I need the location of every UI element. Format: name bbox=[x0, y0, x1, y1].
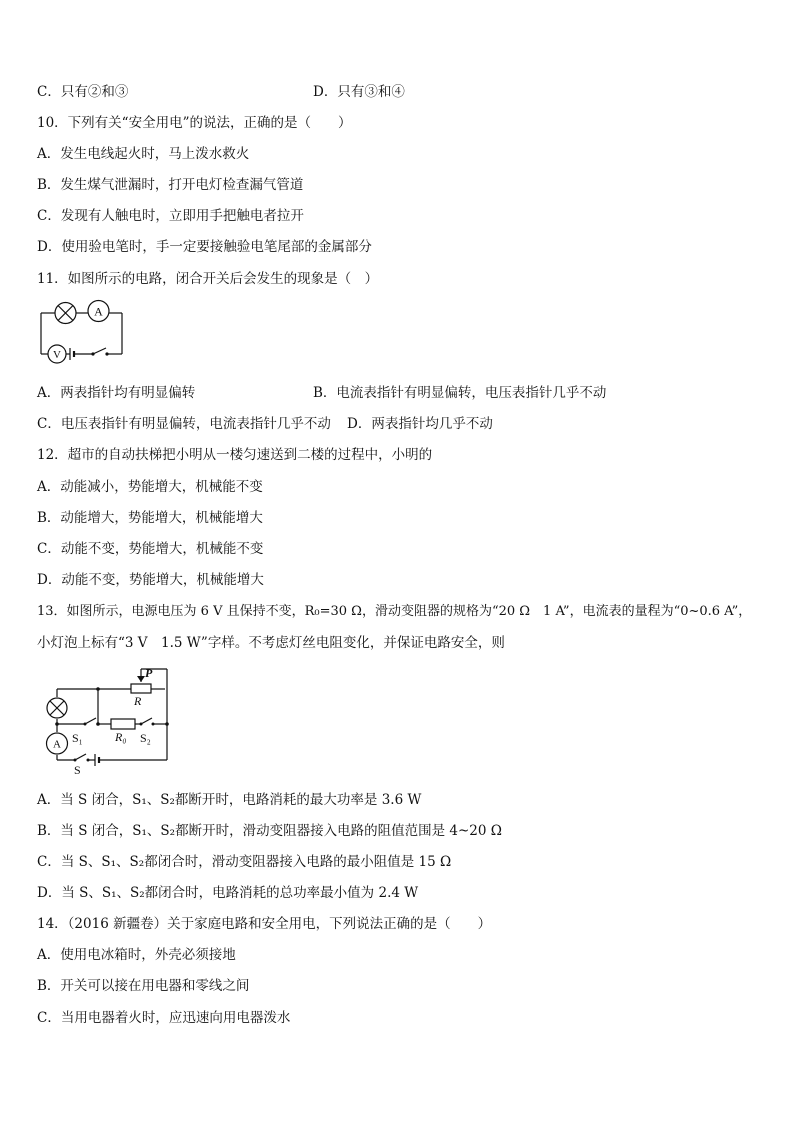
q11-option-b: B．电流表指针有明显偏转，电压表指针几乎不动 bbox=[313, 385, 607, 401]
rheostat-r bbox=[131, 684, 151, 693]
q10-option-c: C．发现有人触电时，立即用手把触电者拉开 bbox=[37, 208, 304, 224]
switch-contact bbox=[152, 723, 155, 726]
q9-option-c: C．只有②和③ bbox=[37, 84, 129, 100]
q14-option-c: C．当用电器着火时，应迅速向用电器泼水 bbox=[37, 1010, 291, 1026]
q13-option-a: A．当 S 闭合，S₁、S₂都断开时，电路消耗的最大功率是 3.6 W bbox=[37, 792, 422, 808]
q13-stem-line2: 小灯泡上标有“3 V 1.5 W”字样。不考虑灯丝电阻变化，并保证电路安全，则 bbox=[37, 635, 505, 651]
switch-contact bbox=[91, 352, 94, 355]
label-r0: R₀ bbox=[115, 730, 127, 744]
switch-s-blade bbox=[75, 754, 86, 760]
label-s2: S₂ bbox=[140, 731, 151, 745]
q12-option-d: D．动能不变，势能增大，机械能增大 bbox=[37, 572, 264, 588]
switch-s1-blade bbox=[85, 718, 96, 724]
junction-dot bbox=[96, 687, 100, 691]
q13-option-d: D．当 S、S₁、S₂都闭合时，电路消耗的总功率最小值为 2.4 W bbox=[37, 885, 419, 901]
junction-dot bbox=[96, 722, 100, 726]
q14-option-a: A．使用电冰箱时，外壳必须接地 bbox=[37, 947, 236, 963]
q10-stem: 10．下列有关“安全用电”的说法，正确的是（ ） bbox=[37, 115, 352, 131]
q13-circuit-diagram bbox=[37, 664, 177, 776]
q11-stem: 11．如图所示的电路，闭合开关后会发生的现象是（ ） bbox=[37, 271, 379, 287]
resistor-r0 bbox=[111, 719, 135, 729]
q13-option-b: B．当 S 闭合，S₁、S₂都断开时，滑动变阻器接入电路的阻值范围是 4~20 Ω bbox=[37, 823, 502, 839]
q10-option-a: A．发生电线起火时，马上泼水救火 bbox=[37, 146, 250, 162]
junction-dot bbox=[165, 722, 169, 726]
switch-s2-blade bbox=[141, 718, 152, 724]
q10-option-b: B．发生煤气泄漏时，打开电灯检查漏气管道 bbox=[37, 177, 304, 193]
q13-option-c: C．当 S、S₁、S₂都闭合时，滑动变阻器接入电路的最小阻值是 15 Ω bbox=[37, 854, 452, 870]
ammeter-label: A bbox=[94, 304, 103, 319]
switch-blade bbox=[93, 348, 106, 354]
q12-option-b: B．动能增大，势能增大，机械能增大 bbox=[37, 510, 263, 526]
q12-option-c: C．动能不变，势能增大，机械能不变 bbox=[37, 541, 264, 557]
slider-arrow-icon bbox=[137, 676, 145, 682]
q13-stem-line1: 13．如图所示，电源电压为 6 V 且保持不变，R₀=30 Ω，滑动变阻器的规格为“20 Ω 1 A”，电流表的量程为“0~0.6 A”， bbox=[37, 604, 752, 619]
switch-contact bbox=[84, 723, 87, 726]
junction-dot bbox=[55, 722, 59, 726]
q14-option-b: B．开关可以接在用电器和零线之间 bbox=[37, 978, 250, 994]
q11-option-a: A．两表指针均有明显偏转 bbox=[37, 385, 196, 401]
q14-stem: 14．（2016 新疆卷）关于家庭电路和安全用电，下列说法正确的是（ ） bbox=[37, 916, 492, 932]
switch-contact bbox=[87, 759, 90, 762]
q12-option-a: A．动能减小，势能增大，机械能不变 bbox=[37, 479, 263, 495]
q11-option-c: C．电压表指针有明显偏转，电流表指针几乎不动 bbox=[37, 416, 331, 432]
q9-option-d: D．只有③和④ bbox=[313, 84, 405, 100]
switch-contact bbox=[105, 352, 108, 355]
voltmeter-label: V bbox=[53, 349, 61, 361]
switch-contact bbox=[140, 723, 143, 726]
label-r: R bbox=[134, 694, 142, 708]
label-s: S bbox=[74, 763, 81, 776]
label-p: P bbox=[145, 666, 153, 680]
q10-option-d: D．使用验电笔时，手一定要接触验电笔尾部的金属部分 bbox=[37, 239, 372, 255]
switch-contact bbox=[74, 759, 77, 762]
q11-option-d: D．两表指针均几乎不动 bbox=[347, 416, 493, 432]
ammeter-label: A bbox=[53, 738, 61, 751]
q12-stem: 12．超市的自动扶梯把小明从一楼匀速送到二楼的过程中，小明的 bbox=[37, 447, 433, 463]
label-s1: S₁ bbox=[72, 731, 83, 745]
q11-circuit-diagram bbox=[34, 296, 134, 368]
